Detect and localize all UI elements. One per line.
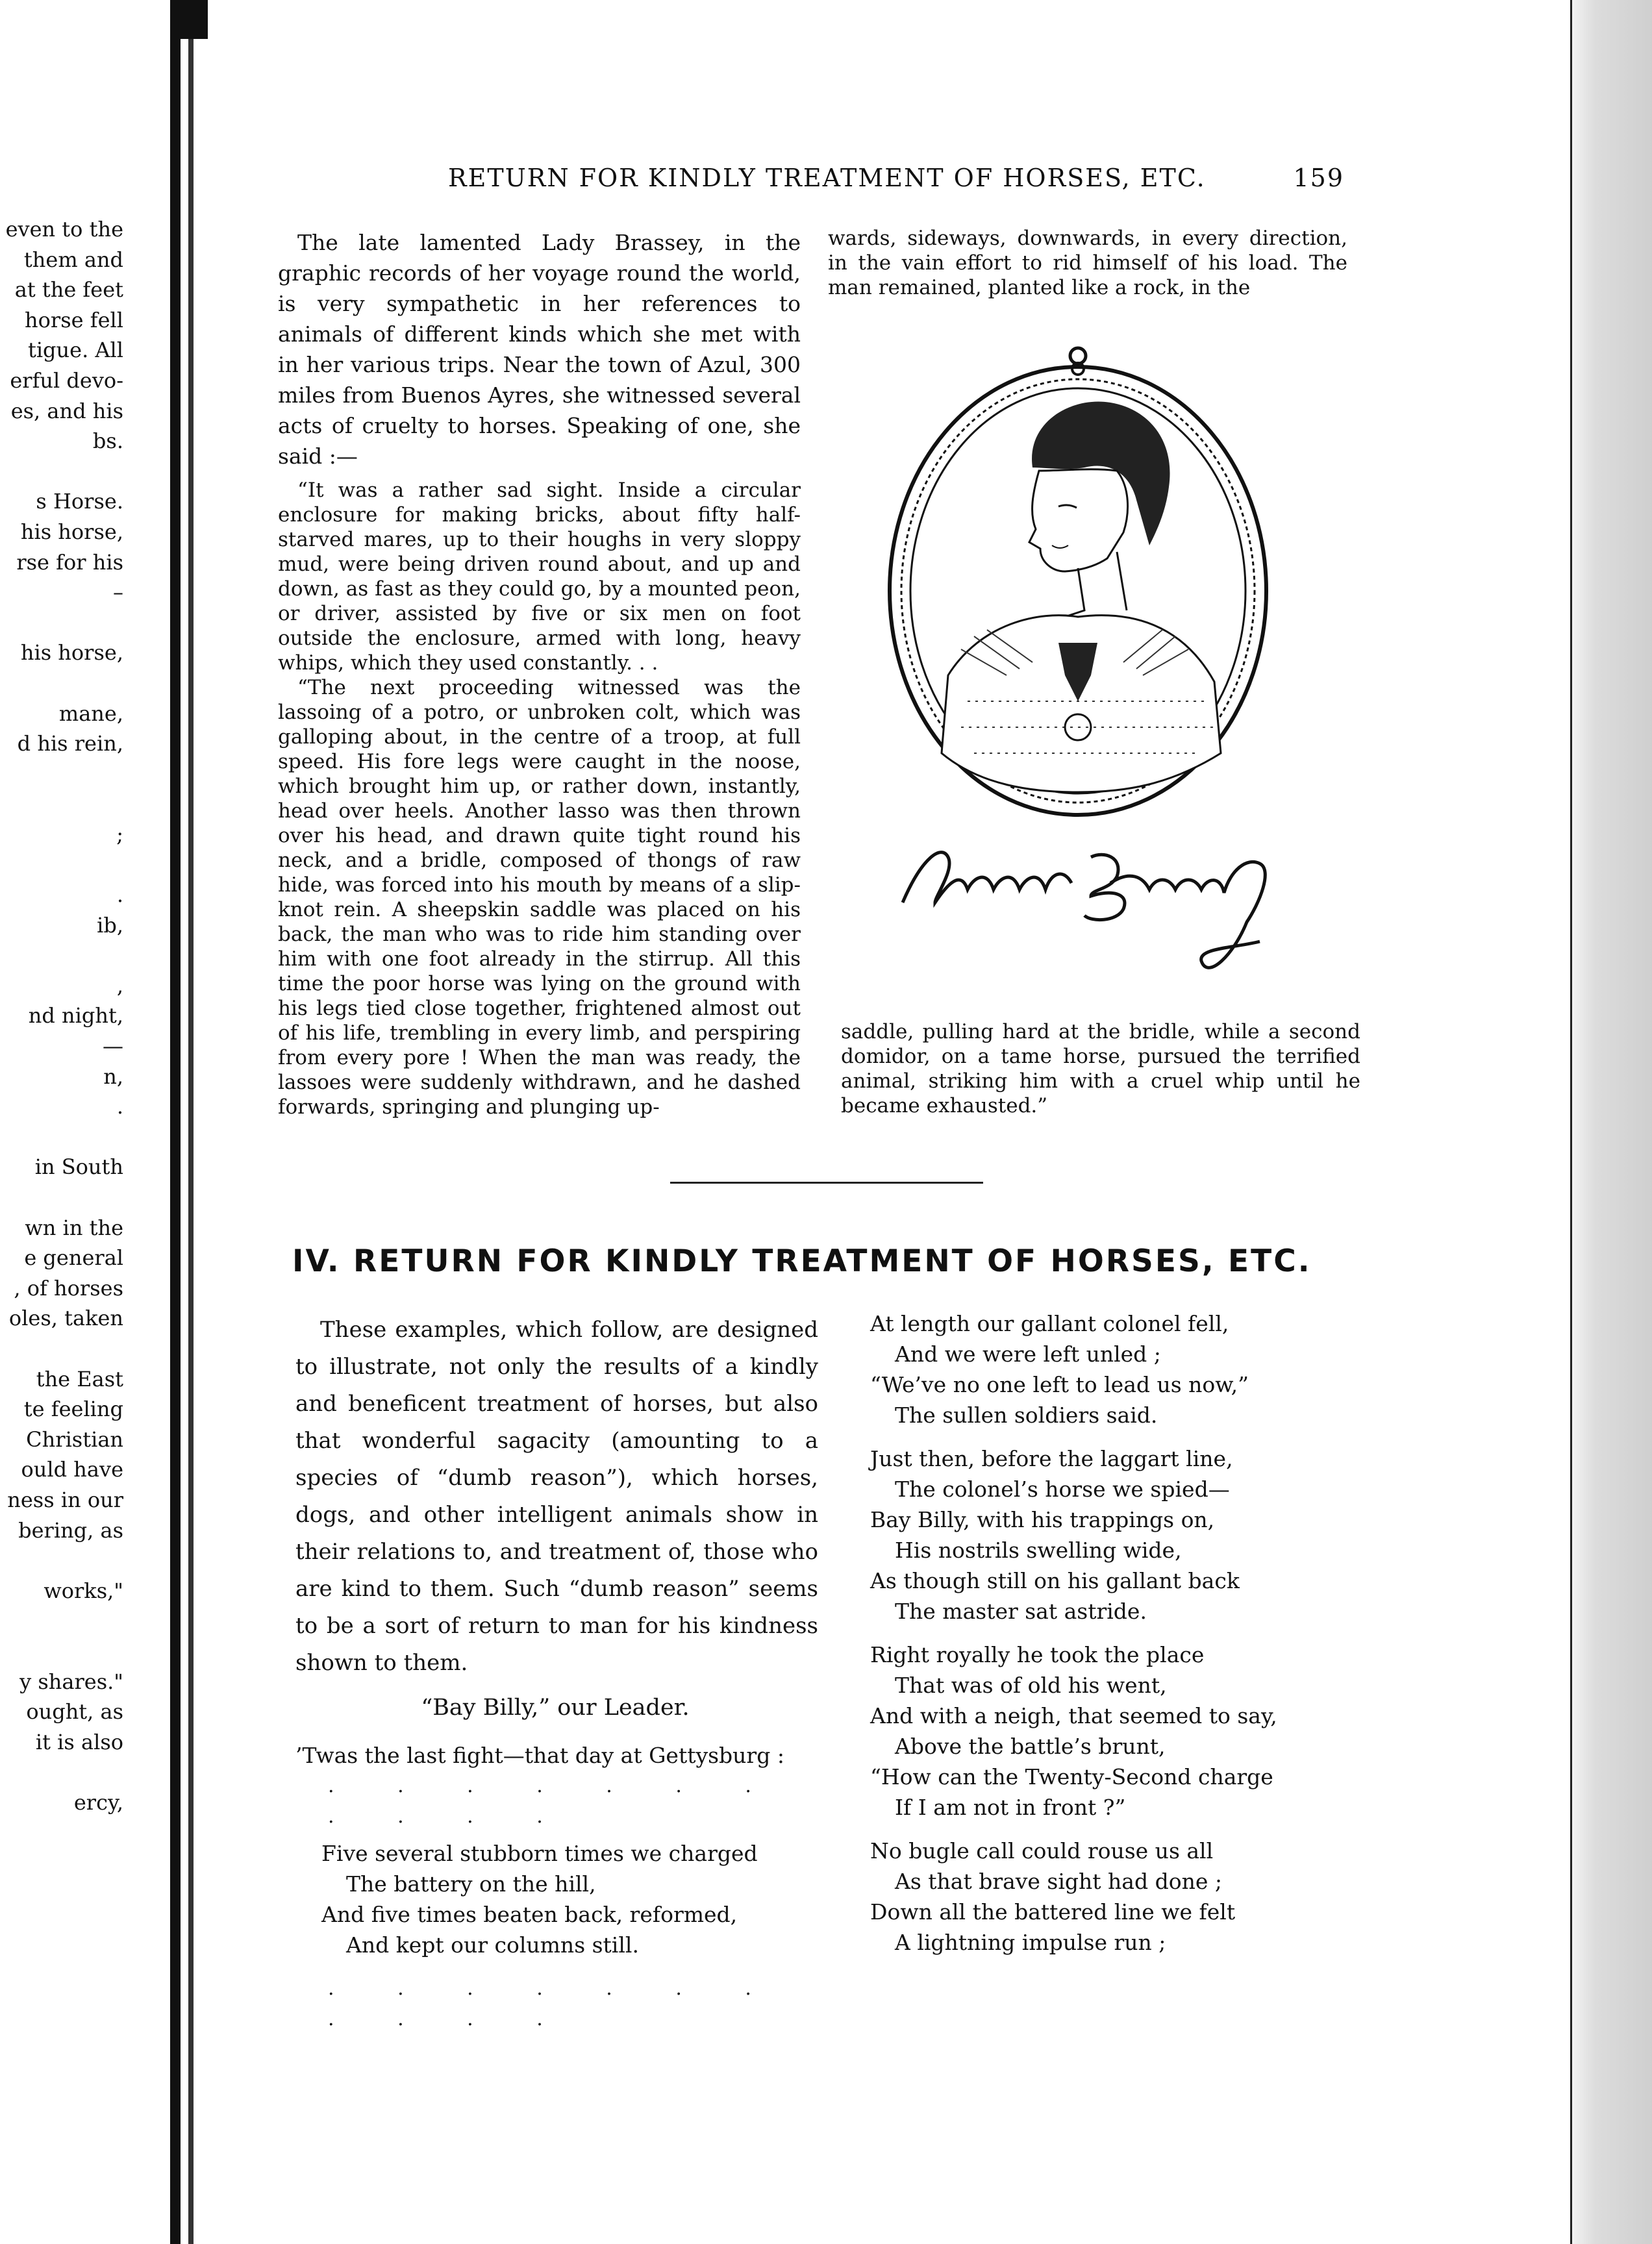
portrait-medallion (870, 338, 1286, 831)
facing-page-line: oles, taken (8, 1306, 123, 1331)
poem-line: Bay Billy, with his trappings on, (870, 1507, 1215, 1532)
facing-page-line: horse fell (25, 307, 123, 332)
column-left (278, 227, 801, 1119)
facing-page-line: n, (103, 1064, 123, 1089)
poem-line: And kept our columns still. (346, 1932, 639, 1958)
facing-page-line (0, 456, 123, 487)
facing-page-line: ib, (97, 912, 123, 938)
scan-margin (1571, 0, 1652, 2244)
facing-page-line: s Horse. (36, 489, 123, 514)
column-right-bottom: saddle, pulling hard at the bridle, while a second domidor, on a tame horse, pursued the terrified animal, striking him with a cruel whip until he became exhausted.” (841, 1020, 1360, 1117)
facing-page-line: erful devo- (10, 368, 123, 393)
poem-line: And five times beaten back, reformed, (321, 1902, 738, 1927)
facing-page-line: rse for his (16, 549, 123, 575)
poem-line: The colonel’s horse we spied— (895, 1477, 1230, 1502)
facing-page-line: at the feet (14, 277, 123, 303)
poem-line: At length our gallant colonel fell, (870, 1311, 1229, 1336)
poem-title: “Bay Billy,” our Leader. (421, 1695, 690, 1721)
poem-line: No bugle call could rouse us all (870, 1838, 1214, 1864)
page-number: 159 (1293, 164, 1344, 192)
facing-page-line (0, 668, 123, 699)
quote-paragraph-1: “It was a rather sad sight. Inside a circular enclosure for making bricks, about fifty half-starved mares, up to their houghs in very sloppy mud, were being driven round about, and up and down, as fast as they could go, by a mounted peon, or driver, assisted by five or six men on foot outside the enclosure, armed with long, heavy whips, which they used constantly. . . (278, 479, 801, 675)
facing-page-line (0, 1182, 123, 1213)
facing-page-line (0, 1122, 123, 1153)
poem-line: The battery on the hill, (346, 1871, 596, 1897)
intro-paragraph: The late lamented Lady Brassey, in the graphic records of her voyage round the world, is very sympathetic in her references to animals of different kinds which she met with in her various trips. Near the town of Azul, 300 miles from Buenos Ayres, she witnessed several acts of cruelty to horses. Speaking of one, she said :— (278, 230, 801, 469)
facing-page-line: the East (36, 1366, 123, 1391)
facing-page-line: wn in the (25, 1215, 123, 1240)
stanza (295, 1838, 821, 1960)
facing-page-line: works," (44, 1578, 123, 1603)
section-title: IV. RETURN FOR KINDLY TREATMENT OF HORSES, ETC. (292, 1243, 1312, 1279)
running-title: RETURN FOR KINDLY TREATMENT OF HORSES, ETC. (448, 164, 1206, 192)
poem-line: Down all the battered line we felt (870, 1899, 1236, 1925)
facing-page-line: – (113, 580, 123, 605)
poem-line: If I am not in front ?” (895, 1795, 1126, 1820)
poem-line: Just then, before the laggart line, (870, 1446, 1233, 1471)
page-edge-line (1570, 0, 1572, 2244)
facing-page-line (0, 940, 123, 971)
facing-page-line: . (116, 1094, 123, 1119)
facing-page-line: te feeling (23, 1397, 123, 1422)
facing-page-line: es, and his (10, 398, 123, 423)
facing-page-line: Christian (26, 1427, 123, 1452)
lady-brassey-portrait (870, 338, 1286, 831)
poem-line: And with a neigh, that seemed to say, (870, 1703, 1277, 1728)
facing-page-line: — (103, 1034, 123, 1059)
facing-page-line: mane, (58, 701, 123, 726)
stanza (870, 1443, 1364, 1627)
section-intro (295, 1312, 818, 1682)
facing-page-line (0, 1606, 123, 1636)
facing-page-line: ; (116, 821, 123, 847)
signature-annie-brassey (896, 831, 1312, 1006)
facing-page-line: his horse, (20, 519, 123, 544)
stanza (870, 1308, 1364, 1430)
signature (896, 831, 1312, 1006)
facing-page-line: , of horses (14, 1275, 123, 1301)
facing-page-line: ness in our (7, 1487, 123, 1512)
facing-page-line: e general (24, 1245, 123, 1271)
stanza (870, 1639, 1364, 1823)
facing-page-line (0, 1757, 123, 1788)
facing-page-fragments (0, 214, 123, 1817)
facing-page-line: d his rein, (17, 731, 123, 756)
stanza (870, 1836, 1364, 1958)
facing-page-line: tigue. All (27, 338, 123, 363)
facing-page-line (0, 1636, 123, 1667)
facing-page-line: . (116, 882, 123, 908)
facing-page-line: in South (34, 1154, 123, 1180)
facing-page-line (0, 849, 123, 880)
poem-line: Five several stubborn times we charged (321, 1841, 758, 1866)
page-gutter-top (175, 0, 208, 39)
column-right-top: wards, sideways, downwards, in every direction, in the vain effort to rid himself of his load. The man remained, planted like a rock, in the (828, 227, 1347, 299)
poem-line: As though still on his gallant back (870, 1568, 1240, 1593)
facing-page-line (0, 608, 123, 638)
poem-line: That was of old his went, (895, 1673, 1167, 1698)
facing-page-line: it is also (35, 1729, 123, 1754)
poem-line: The sullen soldiers said. (895, 1402, 1158, 1428)
facing-page-line: ercy, (73, 1789, 123, 1815)
quote-paragraph-2: “The next proceeding witnessed was the lassoing of a potro, or unbroken colt, which was galloping about, in the centre of a troop, at full speed. His fore legs were caught in the noose, which brought him up, or rather down, instantly, head over heels. Another lasso was then thrown over his head, and drawn quite tight round his neck, and a bridle, composed of thongs of raw hide, was forced into his mouth by means of a slip-knot rein. A sheepskin saddle was placed on his back, the man who was to ride him standing over him with one foot already in the stirrup. All this time the poor horse was lying on the ground with his legs tied close together, frightened almost out of his life, trembling in every limb, and perspiring from every pore ! When the man was ready, the lassoes were suddenly withdrawn, and he dashed forwards, springing and plunging up- (278, 676, 801, 1119)
facing-page-line (0, 789, 123, 819)
poem-line: As that brave sight had done ; (895, 1869, 1222, 1894)
poem-left (295, 1740, 821, 2034)
facing-page-line: bs. (92, 429, 123, 454)
facing-page-line: nd night, (28, 1003, 123, 1028)
ellipsis-dots-end: . . . . . . . . . . . (328, 1977, 780, 2030)
poem-line: A lightning impulse run ; (895, 1930, 1166, 1955)
poem-right (870, 1308, 1364, 1971)
running-header (448, 164, 1344, 192)
poem-line: “How can the Twenty-Second charge (870, 1764, 1273, 1789)
poem-line: The master sat astride. (895, 1599, 1147, 1624)
section-divider (670, 1182, 983, 1184)
facing-page-line: ould have (21, 1457, 123, 1482)
section-intro-paragraph: These examples, which follow, are designed to illustrate, not only the results of a kindly and beneficent treatment of horses, but also that wonderful sagacity (amounting to a species of “dumb reason”), which horses, dogs, and other intelligent animals show in their relations to, and treatment of, those who are kind to them. Such “dumb reason” seems to be a sort of return to man for his kindness shown to them. (295, 1317, 818, 1676)
poem-line: And we were left unled ; (895, 1341, 1161, 1367)
poem-line: Right royally he took the place (870, 1642, 1205, 1667)
ellipsis-dots: . . . . . . . . . . . (328, 1775, 780, 1828)
poem-line: “We’ve no one left to lead us now,” (870, 1372, 1249, 1397)
facing-page-line: ought, as (26, 1699, 123, 1725)
facing-page-line: bering, as (18, 1517, 123, 1543)
facing-page-line: even to the (5, 217, 123, 242)
poem-line: Above the battle’s brunt, (895, 1734, 1166, 1759)
poem-line: His nostrils swelling wide, (895, 1538, 1182, 1563)
poem-first-line: ’Twas the last fight—that day at Gettysburg : (295, 1743, 784, 1768)
facing-page-line: , (116, 973, 123, 998)
page-gutter (170, 0, 181, 2244)
facing-page-line (0, 759, 123, 790)
facing-page-line: y shares." (19, 1669, 123, 1694)
facing-page-line: his horse, (20, 640, 123, 666)
facing-page-line (0, 1334, 123, 1364)
facing-page-line: them and (23, 247, 123, 272)
facing-page-line (0, 1545, 123, 1576)
page-gutter-edge (188, 0, 194, 2244)
